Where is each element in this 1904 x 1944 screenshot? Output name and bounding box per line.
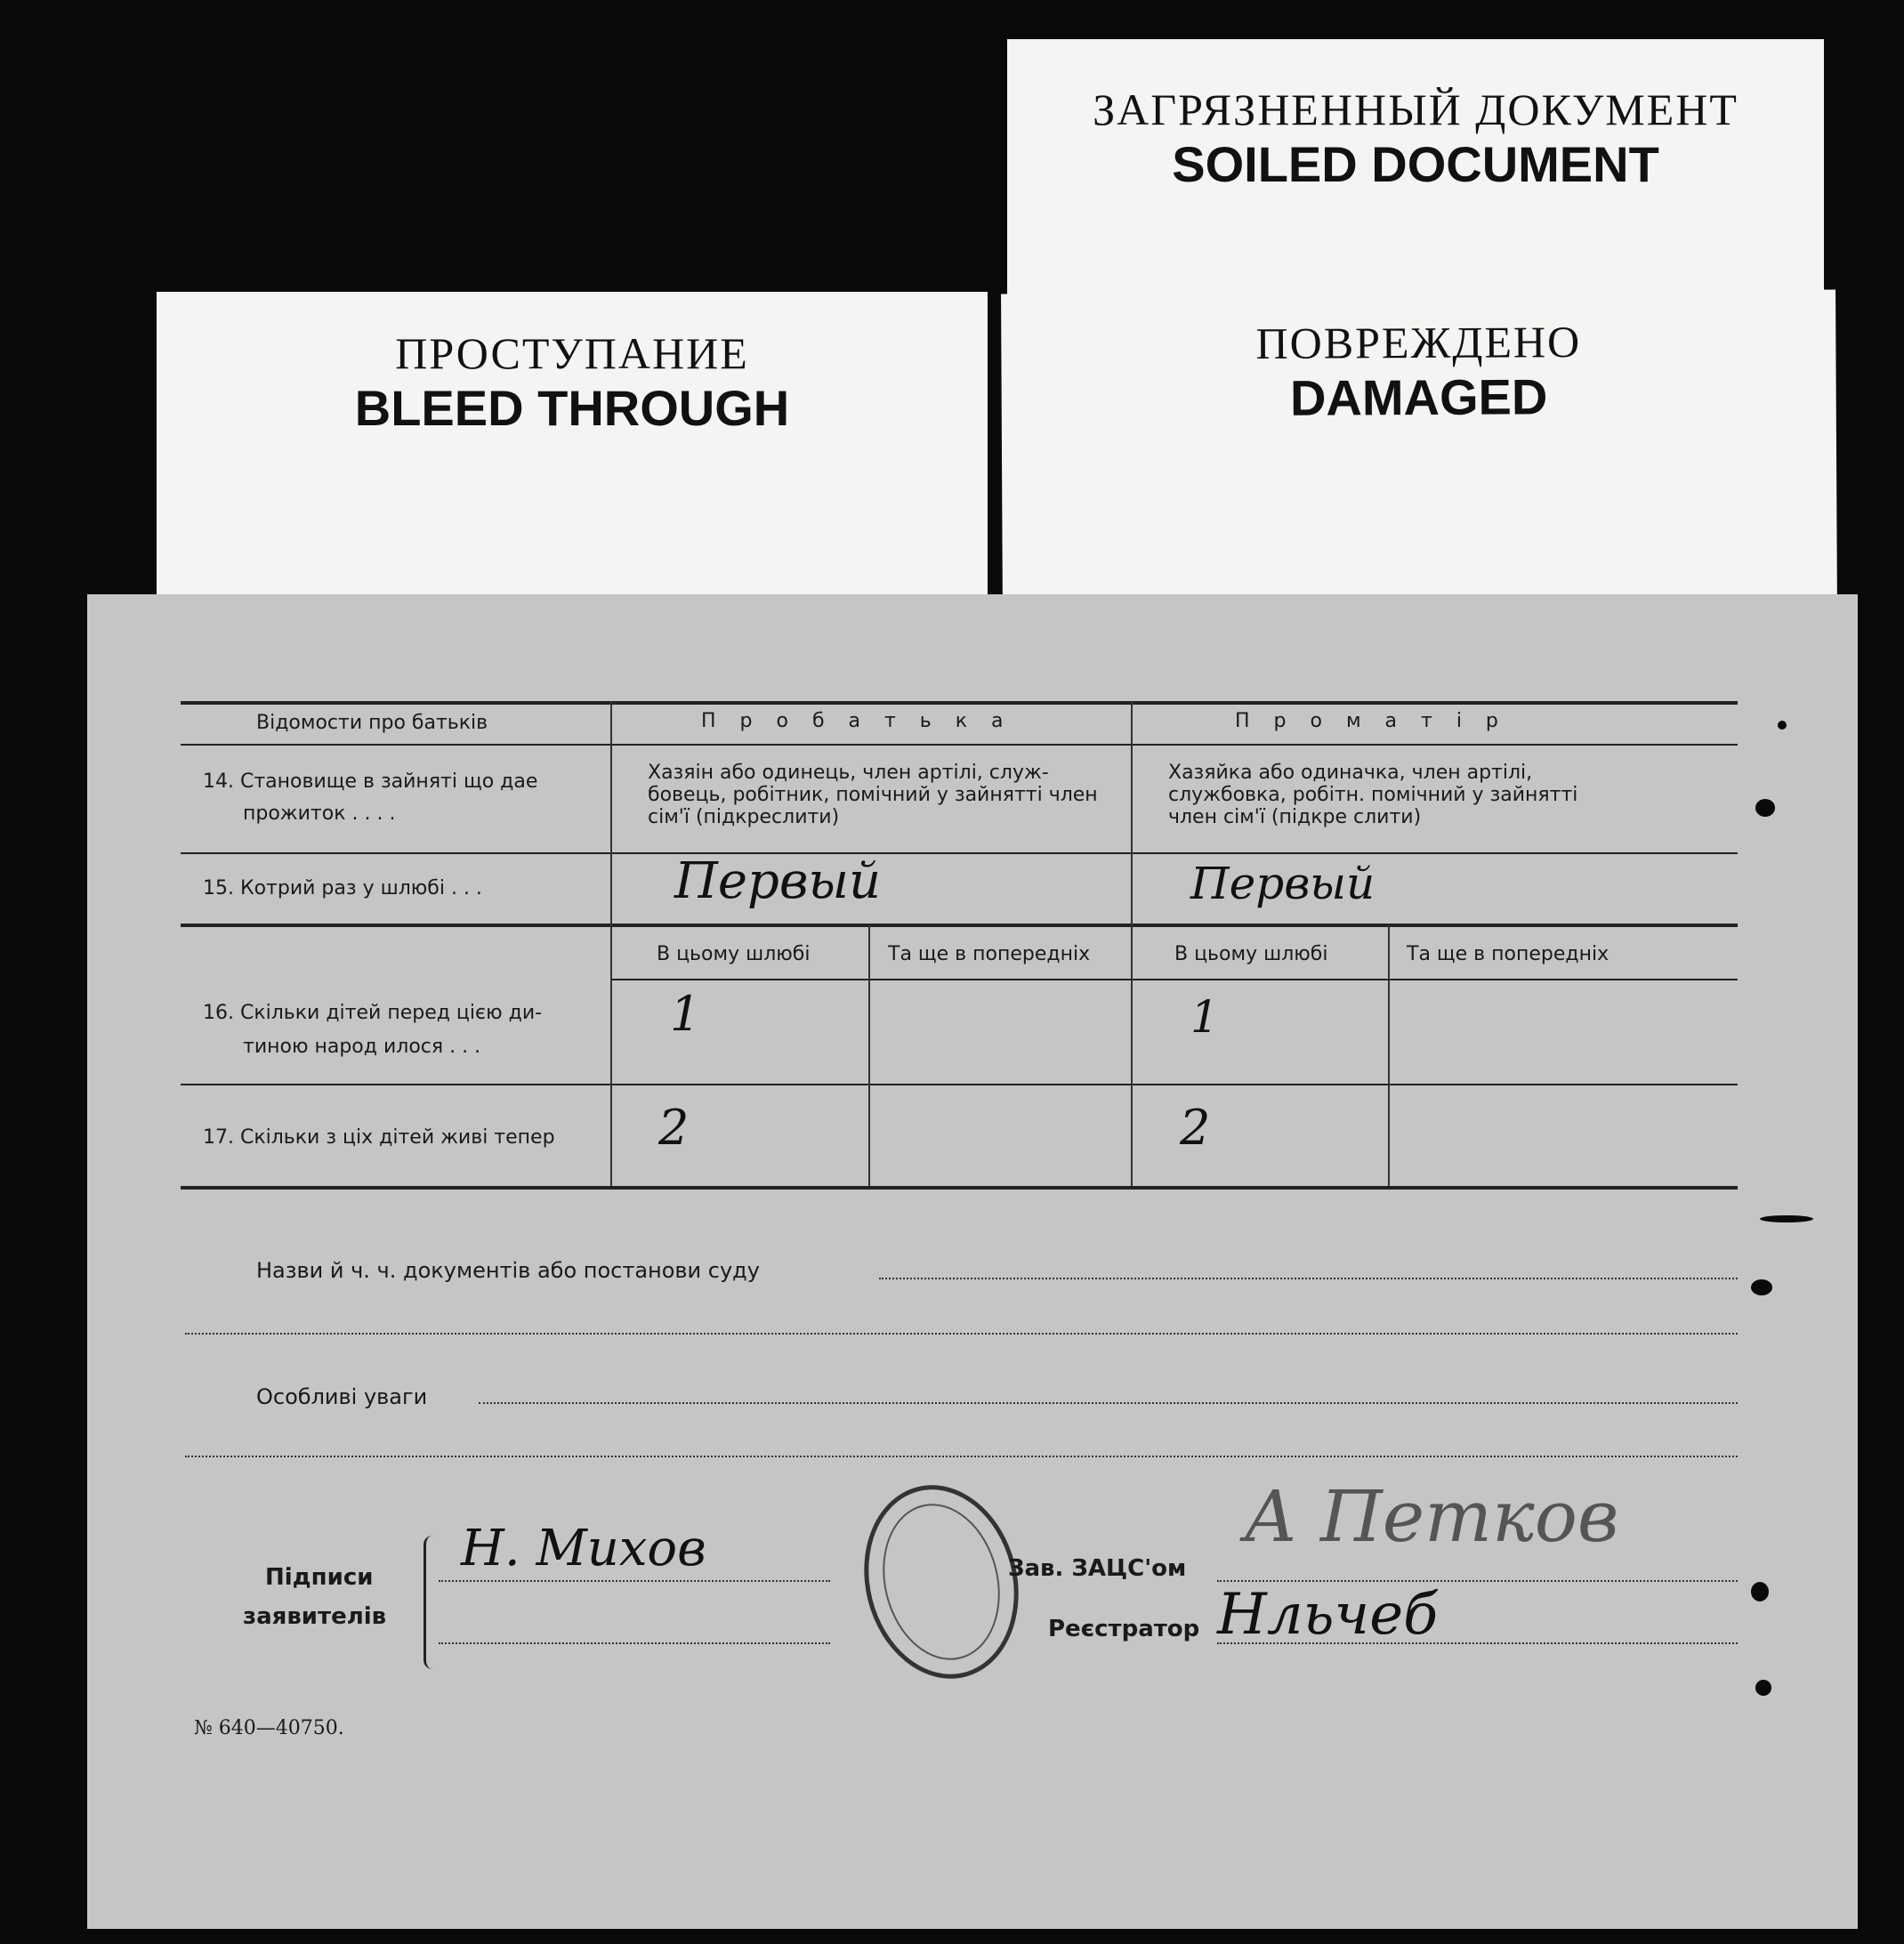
registrar-label: Реєстратор xyxy=(1048,1616,1200,1642)
row16-father-this: 1 xyxy=(670,986,701,1042)
binding-tear xyxy=(1760,1215,1813,1222)
registration-form-page xyxy=(87,594,1858,1929)
damaged-label-ru: ПОВРЕЖДЕНО xyxy=(1255,317,1582,368)
head-label: Зав. ЗАЦС'ом xyxy=(1008,1555,1187,1582)
binding-hole xyxy=(1778,721,1787,730)
official-stamp xyxy=(844,1469,1038,1696)
remarks-dotted-line xyxy=(479,1402,1738,1404)
applicant-signature-line-2 xyxy=(439,1642,830,1644)
row14-father-options: Хазяін або одинець, член артілі, служ-бовець, робітник, помічний у зайнятті член сім'ї (підкреслити) xyxy=(648,762,1098,828)
signatures-label-2: заявителів xyxy=(243,1603,387,1630)
soiled-label-en: SOILED DOCUMENT xyxy=(1172,136,1659,192)
row16-label-1: 16. Скільки дітей перед цією ди- xyxy=(203,1002,543,1024)
damaged-card xyxy=(1001,290,1837,615)
bleed-label-en: BLEED THROUGH xyxy=(354,380,790,436)
applicant-signature-line xyxy=(439,1580,830,1582)
table-top-rule xyxy=(181,701,1738,705)
bleed-through-card xyxy=(157,292,988,612)
col-divider-mother xyxy=(1388,925,1390,1186)
documents-label: Назви й ч. ч. документів або постанови суду xyxy=(256,1258,760,1283)
mother-this-marriage-header: В цьому шлюбі xyxy=(1174,943,1328,965)
binding-hole xyxy=(1755,799,1775,817)
col-divider-1 xyxy=(610,701,612,1186)
documents-dotted-line xyxy=(879,1278,1738,1279)
remarks-label: Особливі уваги xyxy=(256,1384,428,1409)
bleed-label-ru: ПРОСТУПАНИЕ xyxy=(395,328,749,378)
col-divider-2 xyxy=(1131,701,1133,1186)
father-this-marriage-header: В цьому шлюбі xyxy=(657,943,811,965)
remarks-dotted-line-2 xyxy=(185,1456,1738,1457)
row14-mother-options: Хазяйка або одиначка, член артілі, службовка, робітн. помічний у зайнятті член сім'ї (підкре слити) xyxy=(1168,762,1578,828)
row14-rule xyxy=(181,852,1738,854)
binding-hole xyxy=(1755,1680,1771,1696)
head-signature: А Петков xyxy=(1244,1475,1619,1558)
row15-mother-value: Первый xyxy=(1190,858,1376,909)
row14-label-2: прожиток . . . . xyxy=(243,803,396,825)
header-mother: П р о м а т і р xyxy=(1235,710,1507,732)
row16-label-2: тиною народ илося . . . xyxy=(243,1036,481,1058)
row15-rule xyxy=(181,924,1738,927)
subheader-rule xyxy=(612,979,1738,980)
row15-label: 15. Котрий раз у шлюбі . . . xyxy=(203,877,482,899)
registrar-signature: Нльчеб xyxy=(1217,1582,1439,1648)
binding-hole xyxy=(1751,1582,1769,1601)
soiled-document-card xyxy=(1007,39,1824,306)
documents-dotted-line-2 xyxy=(185,1333,1738,1335)
table-bottom-rule xyxy=(181,1186,1738,1190)
row17-label: 17. Скільки з ціх дітей живі тепер xyxy=(203,1126,555,1149)
header-parents-info: Відомости про батьків xyxy=(256,712,488,734)
row14-label-1: 14. Становище в зайняті що дае xyxy=(203,770,538,793)
signatures-bracket xyxy=(424,1536,437,1669)
father-previous-header: Та ще в попередніх xyxy=(888,943,1091,965)
signatures-label-1: Підписи xyxy=(265,1564,374,1591)
col-divider-father xyxy=(868,925,870,1186)
header-father: П р о б а т ь к а xyxy=(701,710,1013,732)
row16-rule xyxy=(181,1084,1738,1085)
damaged-label-en: DAMAGED xyxy=(1289,368,1548,426)
soiled-label-ru: ЗАГРЯЗНЕННЫЙ ДОКУМЕНТ xyxy=(1093,85,1739,134)
row17-mother-this: 2 xyxy=(1180,1100,1211,1156)
row16-mother-this: 1 xyxy=(1190,991,1219,1043)
applicant-signature: Н. Михов xyxy=(461,1520,706,1577)
mother-previous-header: Та ще в попередніх xyxy=(1407,943,1610,965)
binding-hole xyxy=(1751,1279,1772,1295)
row17-father-this: 2 xyxy=(658,1100,690,1156)
header-rule xyxy=(181,744,1738,746)
row15-father-value: Первый xyxy=(674,852,882,910)
form-number: № 640—40750. xyxy=(194,1717,344,1739)
